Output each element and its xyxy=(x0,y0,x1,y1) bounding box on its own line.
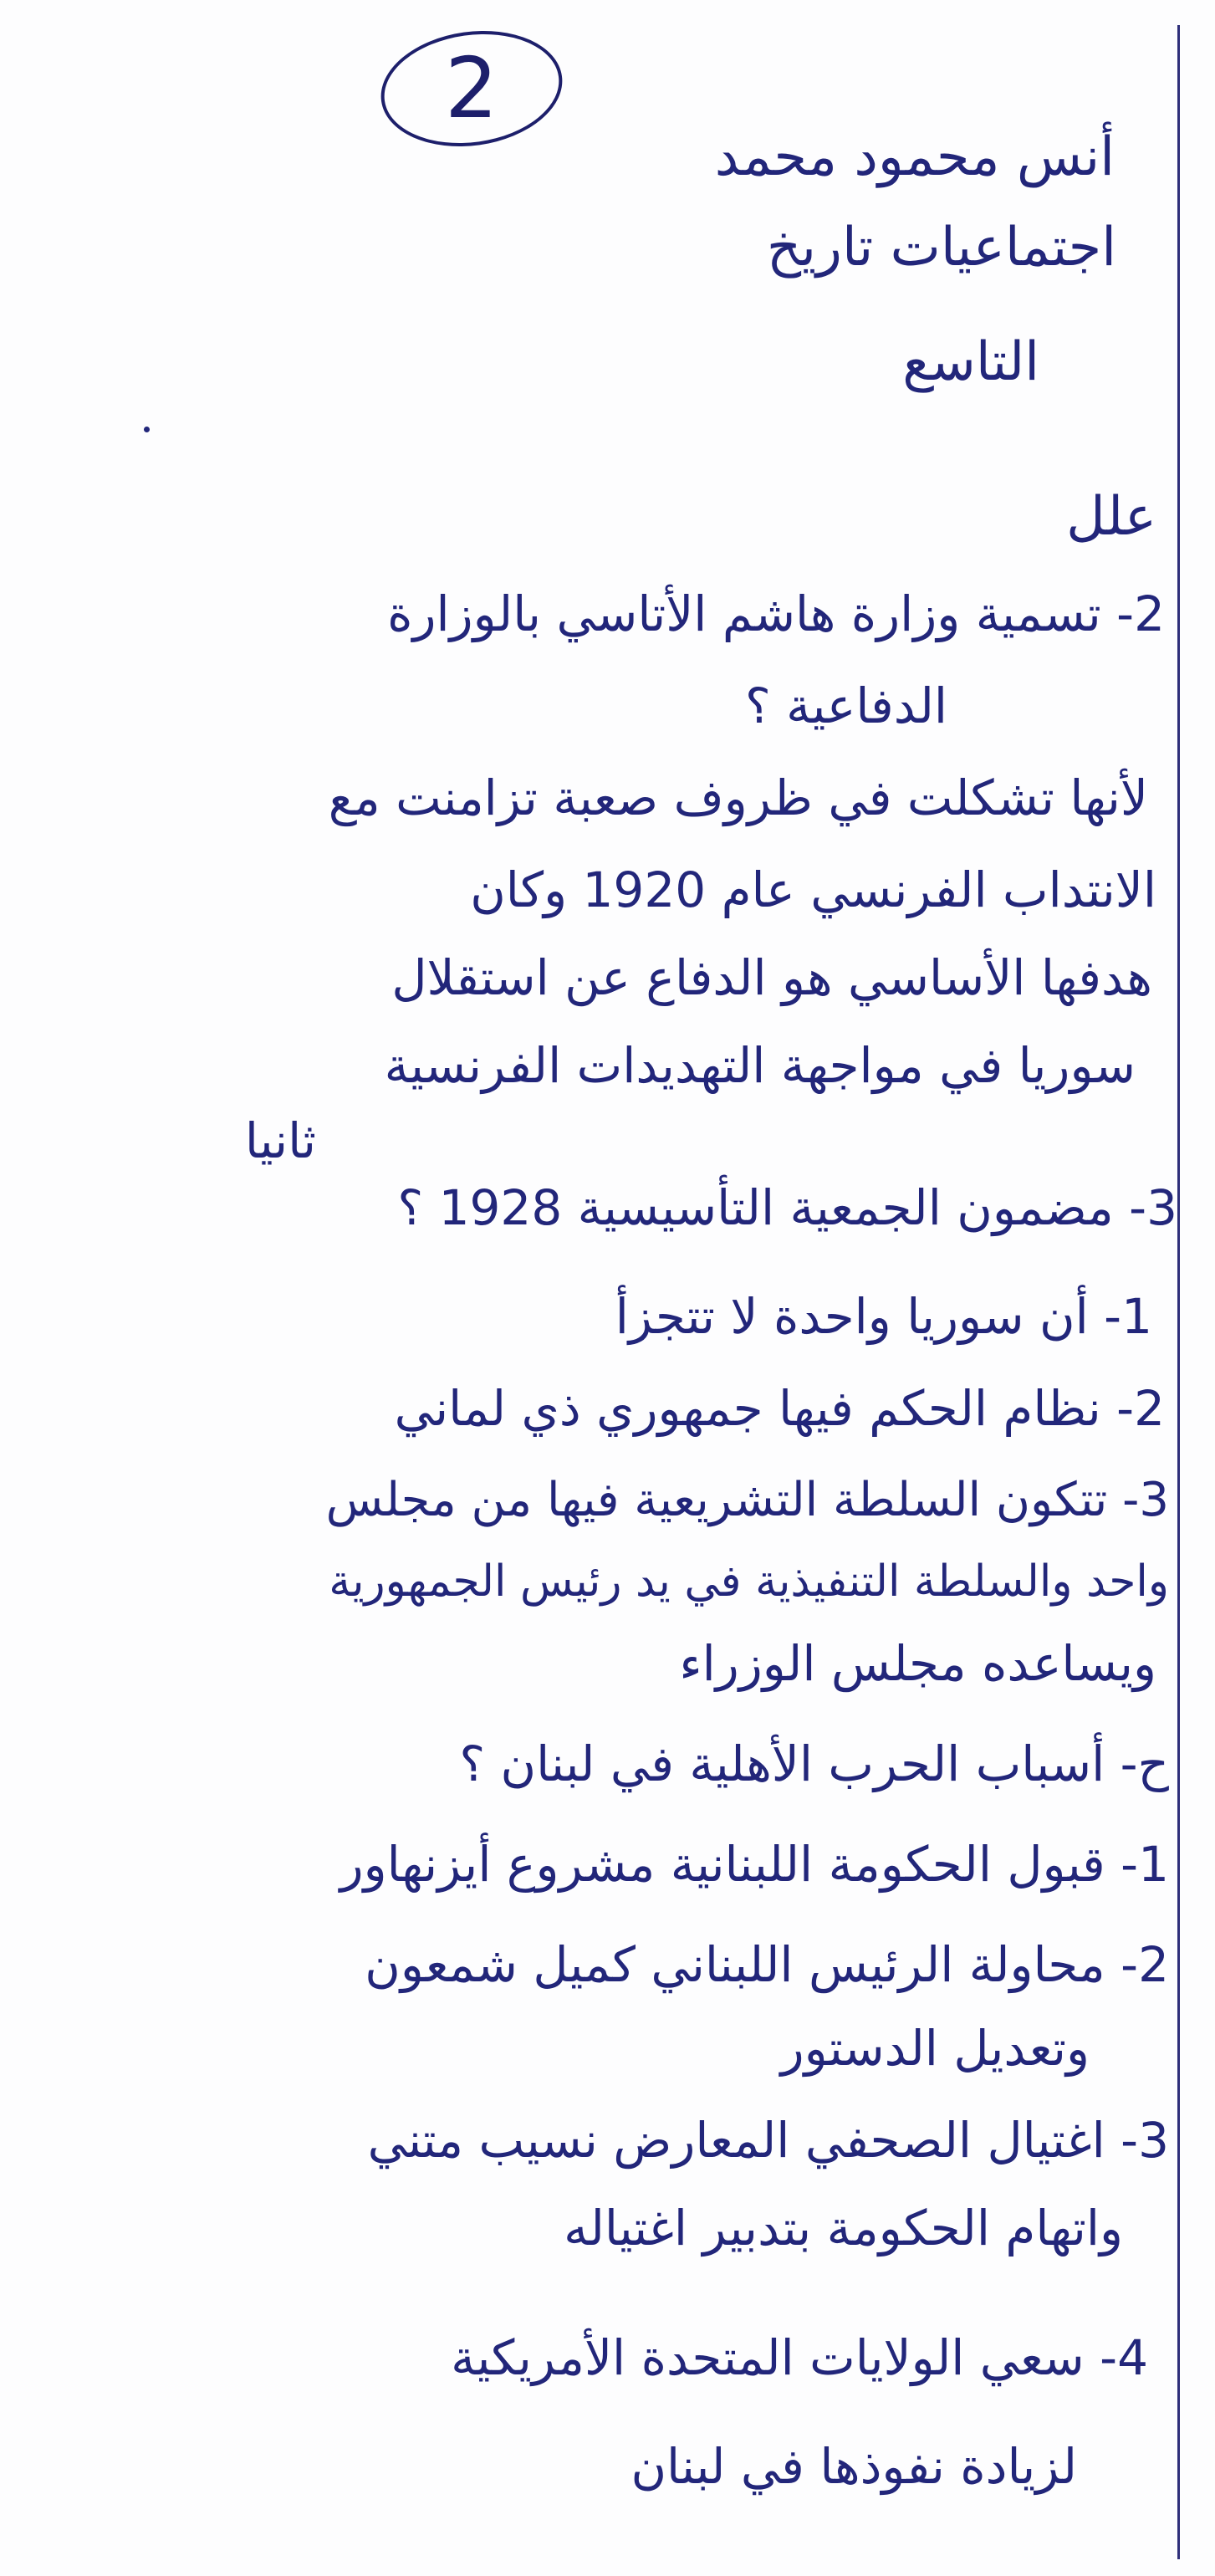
section-title: علل xyxy=(1066,486,1156,548)
subject-title: اجتماعيات تاريخ xyxy=(766,217,1116,279)
line-q2-cont: الدفاعية ؟ xyxy=(744,677,947,734)
grade-label: التاسع xyxy=(902,331,1039,393)
line-q3-3: 3- تتكون السلطة التشريعية فيها من مجلس xyxy=(325,1473,1169,1527)
line-a2-5: ثانيا xyxy=(244,1112,316,1169)
line-q3-3-cont: واحد والسلطة التنفيذية في يد رئيس الجمهورية xyxy=(329,1556,1169,1607)
line-q3-1: 1- أن سوريا واحدة لا تتجزأ xyxy=(615,1288,1152,1345)
line-a2-3: هدفها الأساسي هو الدفاع عن استقلال xyxy=(391,949,1152,1006)
line-q4-4: 4- سعي الولايات المتحدة الأمريكية xyxy=(451,2329,1148,2386)
margin-line xyxy=(1177,25,1180,2559)
student-name: أنس محمود محمد xyxy=(714,126,1115,188)
line-a2-4: سوريا في مواجهة التهديدات الفرنسية xyxy=(384,1037,1136,1094)
line-a2-2: الانتداب الفرنسي عام 1920 وكان xyxy=(470,861,1156,918)
line-q4-3-cont: واتهام الحكومة بتدبير اغتياله xyxy=(564,2200,1123,2257)
page-number: 2 xyxy=(445,39,498,137)
line-q2: 2- تسمية وزارة هاشم الأتاسي بالوزارة xyxy=(387,585,1165,642)
line-q4-4-cont: لزيادة نفوذها في لبنان xyxy=(630,2438,1077,2495)
line-a2-1: لأنها تشكلت في ظروف صعبة تزامنت مع xyxy=(328,769,1148,826)
ink-dot xyxy=(144,427,150,432)
line-q4-1: 1- قبول الحكومة اللبنانية مشروع أيزنهاور xyxy=(339,1836,1169,1893)
line-q4-2-cont: وتعديل الدستور xyxy=(780,2020,1090,2077)
line-q3: 3- مضمون الجمعية التأسيسية 1928 ؟ xyxy=(397,1179,1177,1236)
line-q3-2: 2- نظام الحكم فيها جمهوري ذي لماني xyxy=(394,1380,1165,1437)
line-q4-2: 2- محاولة الرئيس اللبناني كميل شمعون xyxy=(365,1936,1169,1993)
line-q4-3: 3- اغتيال الصحفي المعارض نسيب متني xyxy=(367,2112,1169,2169)
page-number-circle xyxy=(374,19,570,157)
line-q3-3-cont2: ويساعده مجلس الوزراء xyxy=(679,1635,1156,1692)
line-q4: ح- أسباب الحرب الأهلية في لبنان ؟ xyxy=(459,1735,1169,1792)
